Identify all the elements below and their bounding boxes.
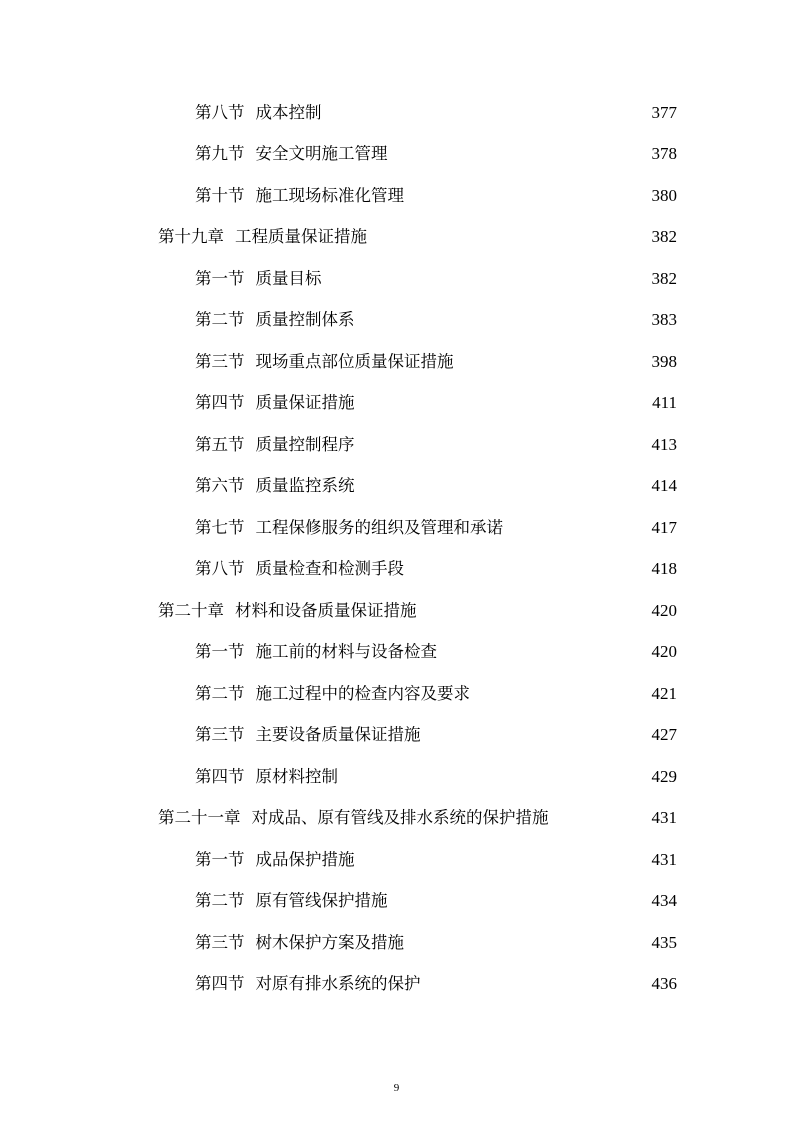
toc-section-entry[interactable] <box>0 673 677 715</box>
toc-entry-number: 第二节 <box>195 683 245 703</box>
toc-entry-label <box>195 725 421 745</box>
toc-dot-leader <box>390 891 650 911</box>
toc-entry-number: 第二十一章 <box>158 808 241 828</box>
toc-entry-title: 材料和设备质量保证措施 <box>235 600 417 620</box>
toc-entry-page: 427 <box>651 725 677 745</box>
toc-entry-number: 第四节 <box>195 974 245 994</box>
toc-entry-page: 434 <box>651 891 677 911</box>
toc-entry-title: 质量保证措施 <box>255 393 355 413</box>
toc-entry-label <box>195 684 470 704</box>
toc-entry-label <box>195 435 355 455</box>
toc-entry-number: 第五节 <box>195 434 245 454</box>
toc-entry-page: 382 <box>651 227 677 247</box>
toc-entry-label <box>195 269 322 289</box>
toc-dot-leader <box>324 269 650 289</box>
toc-entry-label <box>195 310 355 330</box>
toc-entry-page: 414 <box>651 476 677 496</box>
toc-entry-label <box>195 642 437 662</box>
toc-entry-number: 第三节 <box>195 351 245 371</box>
toc-chapter-entry[interactable] <box>0 217 677 259</box>
toc-section-entry[interactable] <box>0 134 677 176</box>
toc-entry-title: 主要设备质量保证措施 <box>255 725 421 745</box>
toc-dot-leader <box>439 642 650 662</box>
toc-dot-leader <box>390 144 650 164</box>
toc-entry-page: 380 <box>651 185 677 205</box>
toc-entry-number: 第三节 <box>195 932 245 952</box>
toc-entry-label <box>158 601 417 621</box>
toc-entry-label <box>158 808 549 828</box>
toc-dot-leader <box>423 974 650 994</box>
toc-entry-label <box>195 393 355 413</box>
toc-entry-number: 第二十章 <box>158 600 224 620</box>
toc-section-entry[interactable] <box>0 383 677 425</box>
toc-dot-leader <box>406 933 650 953</box>
toc-dot-leader <box>357 850 650 870</box>
toc-entry-label <box>195 186 404 206</box>
toc-dot-leader <box>406 186 650 206</box>
toc-entry-page: 431 <box>651 808 677 828</box>
toc-entry-page: 382 <box>651 268 677 288</box>
toc-entry-page: 420 <box>651 600 677 620</box>
toc-dot-leader <box>472 684 650 704</box>
toc-entry-number: 第十节 <box>195 185 245 205</box>
toc-entry-number: 第七节 <box>195 517 245 537</box>
toc-entry-number: 第一节 <box>195 268 245 288</box>
toc-entry-label <box>195 891 388 911</box>
toc-entry-page: 431 <box>651 849 677 869</box>
toc-dot-leader <box>357 393 651 413</box>
toc-entry-number: 第一节 <box>195 642 245 662</box>
toc-entry-number: 第四节 <box>195 766 245 786</box>
toc-section-entry[interactable] <box>0 300 677 342</box>
toc-section-entry[interactable] <box>0 341 677 383</box>
toc-entry-title: 现场重点部位质量保证措施 <box>255 351 454 371</box>
toc-dot-leader <box>369 227 650 247</box>
toc-dot-leader <box>456 352 650 372</box>
toc-entry-number: 第八节 <box>195 102 245 122</box>
toc-entry-label <box>195 103 322 123</box>
toc-section-entry[interactable] <box>0 549 677 591</box>
toc-entry-title: 质量目标 <box>255 268 322 288</box>
toc-entry-page: 418 <box>651 559 677 579</box>
toc-entry-number: 第四节 <box>195 393 245 413</box>
toc-entry-label <box>195 850 355 870</box>
toc-entry-number: 第一节 <box>195 849 245 869</box>
toc-entry-title: 工程质量保证措施 <box>235 227 367 247</box>
toc-entry-title: 对原有排水系统的保护 <box>255 974 421 994</box>
toc-section-entry[interactable] <box>0 922 677 964</box>
toc-entry-label <box>195 767 338 787</box>
toc-chapter-entry[interactable] <box>0 798 677 840</box>
toc-entry-page: 435 <box>651 932 677 952</box>
toc-entry-title: 成本控制 <box>255 102 322 122</box>
toc-section-entry[interactable] <box>0 92 677 134</box>
toc-entry-number: 第六节 <box>195 476 245 496</box>
toc-entry-page: 383 <box>651 310 677 330</box>
toc-entry-title: 施工过程中的检查内容及要求 <box>255 683 470 703</box>
toc-chapter-entry[interactable] <box>0 590 677 632</box>
toc-entry-page: 411 <box>652 393 677 413</box>
toc-section-entry[interactable] <box>0 756 677 798</box>
toc-entry-page: 417 <box>651 517 677 537</box>
toc-entry-title: 安全文明施工管理 <box>255 144 388 164</box>
toc-section-entry[interactable] <box>0 632 677 674</box>
toc-entry-title: 树木保护方案及措施 <box>255 932 404 952</box>
toc-section-entry[interactable] <box>0 881 677 923</box>
toc-dot-leader <box>357 476 650 496</box>
toc-entry-number: 第九节 <box>195 144 245 164</box>
toc-dot-leader <box>505 518 650 538</box>
toc-section-entry[interactable] <box>0 424 677 466</box>
toc-entry-page: 377 <box>651 102 677 122</box>
toc-entry-number: 第八节 <box>195 559 245 579</box>
toc-entry-number: 第十九章 <box>158 227 224 247</box>
toc-entry-label <box>195 933 404 953</box>
toc-entry-number: 第三节 <box>195 725 245 745</box>
toc-entry-title: 质量检查和检测手段 <box>255 559 404 579</box>
toc-entry-title: 对成品、原有管线及排水系统的保护措施 <box>251 808 549 828</box>
toc-dot-leader <box>357 310 650 330</box>
toc-entry-number: 第二节 <box>195 310 245 330</box>
toc-section-entry[interactable] <box>0 507 677 549</box>
toc-dot-leader <box>406 559 650 579</box>
toc-section-entry[interactable] <box>0 839 677 881</box>
toc-entry-label <box>195 974 421 994</box>
toc-entry-page: 378 <box>651 144 677 164</box>
toc-entry-page: 429 <box>651 766 677 786</box>
toc-section-entry[interactable] <box>0 715 677 757</box>
toc-entry-title: 质量监控系统 <box>255 476 355 496</box>
toc-entry-title: 质量控制体系 <box>255 310 355 330</box>
table-of-contents <box>0 92 793 1005</box>
toc-entry-title: 成品保护措施 <box>255 849 355 869</box>
toc-dot-leader <box>357 435 650 455</box>
toc-entry-page: 420 <box>651 642 677 662</box>
toc-dot-leader <box>551 808 650 828</box>
toc-entry-page: 398 <box>651 351 677 371</box>
toc-entry-title: 原有管线保护措施 <box>255 891 388 911</box>
toc-entry-page: 436 <box>651 974 677 994</box>
toc-entry-page: 413 <box>651 434 677 454</box>
toc-section-entry[interactable] <box>0 964 677 1006</box>
toc-section-entry[interactable] <box>0 175 677 217</box>
toc-dot-leader <box>324 103 650 123</box>
toc-entry-page: 421 <box>651 683 677 703</box>
toc-entry-label <box>195 518 503 538</box>
toc-section-entry[interactable] <box>0 466 677 508</box>
toc-dot-leader <box>419 601 650 621</box>
toc-dot-leader <box>423 725 650 745</box>
toc-section-entry[interactable] <box>0 258 677 300</box>
page-number: 9 <box>393 1082 400 1094</box>
toc-entry-label <box>158 227 367 247</box>
toc-entry-title: 施工前的材料与设备检查 <box>255 642 437 662</box>
toc-entry-label <box>195 352 454 372</box>
toc-entry-number: 第二节 <box>195 891 245 911</box>
toc-entry-title: 施工现场标准化管理 <box>255 185 404 205</box>
toc-entry-label <box>195 144 388 164</box>
toc-entry-title: 工程保修服务的组织及管理和承诺 <box>255 517 503 537</box>
toc-entry-label <box>195 476 355 496</box>
toc-entry-title: 质量控制程序 <box>255 434 355 454</box>
toc-entry-title: 原材料控制 <box>255 766 338 786</box>
toc-entry-label <box>195 559 404 579</box>
toc-dot-leader <box>340 767 650 787</box>
